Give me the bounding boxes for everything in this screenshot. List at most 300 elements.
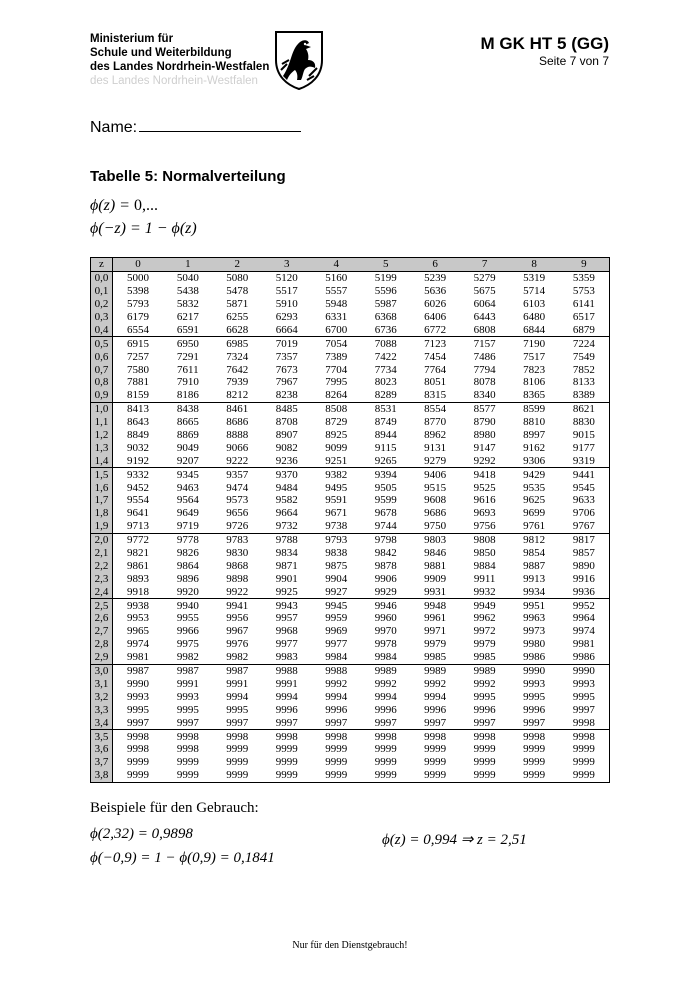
row-header-z: 3,7 <box>91 756 113 769</box>
table-cell: 9881 <box>424 559 447 572</box>
examples-heading: Beispiele für den Gebrauch: <box>90 800 259 816</box>
table-cell: 6217 <box>176 311 199 323</box>
table-cell: 9994 <box>226 690 249 703</box>
table-row <box>91 625 610 638</box>
table-cell: 9719 <box>176 520 199 533</box>
table-cell: 7019 <box>262 337 311 350</box>
table-cell: 9838 <box>325 547 348 560</box>
table-cell: 6628 <box>226 323 249 336</box>
table-row <box>91 547 610 560</box>
table-cell: 9974 <box>559 625 610 638</box>
row-header-z: 0,6 <box>91 350 113 363</box>
table-cell: 8621 <box>559 402 610 415</box>
table-cell: 9996 <box>473 703 496 716</box>
table-cell: 9991 <box>226 677 249 690</box>
table-cell: 6293 <box>275 311 298 323</box>
table-cell: 9999 <box>374 756 397 769</box>
table-cell: 6517 <box>559 311 610 324</box>
formula-phi-z <box>90 197 158 215</box>
table-cell: 7054 <box>312 337 361 350</box>
table-cell: 9525 <box>473 481 496 494</box>
table-cell: 5596 <box>374 285 397 298</box>
table-header-row <box>91 258 610 272</box>
table-cell: 8770 <box>424 416 447 429</box>
table-cell: 5557 <box>325 285 348 298</box>
table-cell: 9999 <box>325 743 348 756</box>
table-cell: 9082 <box>275 441 298 454</box>
table-cell: 6480 <box>523 311 546 323</box>
table-cell: 9649 <box>176 507 199 520</box>
row-header-z: 0,5 <box>91 337 113 350</box>
table-cell: 9441 <box>559 468 610 481</box>
table-cell: 9999 <box>226 756 249 769</box>
table-cell: 9861 <box>127 559 150 572</box>
table-row <box>91 323 610 336</box>
table-cell: 9686 <box>424 507 447 520</box>
table-cell: 9953 <box>127 612 150 625</box>
table-cell: 9906 <box>374 572 397 585</box>
table-cell: 9982 <box>176 651 199 664</box>
table-cell: 8340 <box>473 389 496 402</box>
column-header: 6 <box>410 258 459 272</box>
table-row <box>91 416 610 429</box>
example-1: ϕ(2,32) = 0,9898 <box>90 826 193 842</box>
table-cell: 9922 <box>226 585 249 598</box>
row-header-z: 2,6 <box>91 612 113 625</box>
table-cell: 9940 <box>163 599 212 612</box>
table-cell: 5478 <box>226 285 249 298</box>
table-cell: 9925 <box>275 585 298 598</box>
table-cell: 8413 <box>113 402 164 415</box>
table-cell: 9803 <box>410 533 459 546</box>
table-row <box>91 454 610 467</box>
table-row <box>91 599 610 612</box>
table-cell: 5160 <box>312 271 361 284</box>
table-cell: 9997 <box>325 716 348 729</box>
table-cell: 9941 <box>213 599 262 612</box>
table-cell: 7190 <box>509 337 558 350</box>
table-cell: 9938 <box>113 599 164 612</box>
table-cell: 8508 <box>312 402 361 415</box>
table-cell: 9951 <box>509 599 558 612</box>
column-header: 1 <box>163 258 212 272</box>
table-cell: 6255 <box>226 311 249 323</box>
table-cell: 8365 <box>523 389 546 402</box>
table-cell: 9772 <box>113 533 164 546</box>
table-cell: 9535 <box>523 481 546 494</box>
row-header-z: 2,7 <box>91 625 113 638</box>
table-cell: 7995 <box>325 376 348 389</box>
table-cell: 7157 <box>460 337 509 350</box>
nrw-coat-of-arms-icon <box>273 30 325 90</box>
table-cell: 9943 <box>262 599 311 612</box>
table-cell: 9713 <box>127 520 150 533</box>
table-cell: 6736 <box>374 323 397 336</box>
table-cell: 9306 <box>523 454 546 467</box>
table-cell: 9999 <box>473 756 496 769</box>
table-cell: 9994 <box>275 690 298 703</box>
table-cell: 9994 <box>374 690 397 703</box>
table-cell: 5987 <box>374 298 397 311</box>
ministry-line-1: Ministerium für <box>90 33 174 45</box>
column-header: 3 <box>262 258 311 272</box>
example-3: ϕ(z) = 0,994 ⇒ z = 2,51 <box>382 832 527 848</box>
table-cell: 7486 <box>473 350 496 363</box>
table-cell: 9808 <box>460 533 509 546</box>
corner-cell: z <box>91 258 113 272</box>
table-cell: 9495 <box>325 481 348 494</box>
table-row <box>91 559 610 572</box>
row-header-z: 0,3 <box>91 311 113 324</box>
table-cell: 5120 <box>262 271 311 284</box>
table-cell: 9591 <box>325 494 348 507</box>
table-cell: 5000 <box>113 271 164 284</box>
table-cell: 9916 <box>559 572 610 585</box>
table-cell: 9875 <box>325 559 348 572</box>
table-cell: 8078 <box>473 376 496 389</box>
row-header-z: 0,9 <box>91 389 113 402</box>
table-cell: 7517 <box>523 350 546 363</box>
table-cell: 8485 <box>262 402 311 415</box>
table-cell: 8023 <box>374 376 397 389</box>
table-cell: 9986 <box>523 651 546 664</box>
row-header-z: 2,3 <box>91 572 113 585</box>
row-header-z: 2,0 <box>91 533 113 546</box>
table-cell: 9956 <box>226 612 249 625</box>
table-cell: 8708 <box>275 416 298 429</box>
table-cell: 9357 <box>213 468 262 481</box>
table-cell: 9726 <box>226 520 249 533</box>
table-cell: 6808 <box>473 323 496 336</box>
table-cell: 8944 <box>374 429 397 442</box>
table-cell: 9857 <box>559 547 610 560</box>
row-header-z: 3,4 <box>91 716 113 729</box>
table-cell: 9911 <box>473 572 496 585</box>
table-cell: 9484 <box>275 481 298 494</box>
table-cell: 9066 <box>226 441 249 454</box>
table-cell: 9975 <box>176 638 199 651</box>
table-cell: 9995 <box>559 690 610 703</box>
row-header-z: 1,5 <box>91 468 113 481</box>
table-cell: 5438 <box>176 285 199 298</box>
table-cell: 9788 <box>262 533 311 546</box>
table-cell: 9993 <box>127 690 150 703</box>
table-cell: 9999 <box>559 743 610 756</box>
table-cell: 8599 <box>509 402 558 415</box>
table-cell: 5753 <box>559 285 610 298</box>
row-header-z: 2,5 <box>91 599 113 612</box>
table-cell: 9738 <box>325 520 348 533</box>
table-cell: 8749 <box>374 416 397 429</box>
table-cell: 8888 <box>226 429 249 442</box>
table-cell: 9821 <box>127 547 150 560</box>
table-cell: 9929 <box>374 585 397 598</box>
page-indicator: Seite 7 von 7 <box>538 54 609 68</box>
table-cell: 9505 <box>374 481 397 494</box>
table-cell: 9991 <box>176 677 199 690</box>
table-cell: 9949 <box>460 599 509 612</box>
table-cell: 7224 <box>559 337 610 350</box>
row-header-z: 3,0 <box>91 664 113 677</box>
column-header: 8 <box>509 258 558 272</box>
table-cell: 9332 <box>113 468 164 481</box>
table-cell: 9997 <box>424 716 447 729</box>
table-cell: 9429 <box>509 468 558 481</box>
row-header-z: 0,4 <box>91 323 113 336</box>
name-label: Name: <box>90 119 138 136</box>
table-cell: 9997 <box>226 716 249 729</box>
table-cell: 9977 <box>325 638 348 651</box>
table-cell: 9999 <box>424 756 447 769</box>
table-cell: 5871 <box>226 298 249 311</box>
row-header-z: 3,1 <box>91 678 113 691</box>
row-header-z: 1,8 <box>91 507 113 520</box>
table-cell: 9995 <box>473 690 496 703</box>
table-cell: 9932 <box>473 585 496 598</box>
table-cell: 9382 <box>312 468 361 481</box>
table-row <box>91 376 610 389</box>
table-cell: 9998 <box>312 730 361 743</box>
table-cell: 9999 <box>509 769 558 782</box>
table-cell: 9989 <box>361 664 410 677</box>
table-cell: 9967 <box>226 625 249 638</box>
table-cell: 8869 <box>176 429 199 442</box>
table-cell: 9998 <box>361 730 410 743</box>
table-cell: 9633 <box>559 494 610 507</box>
table-cell: 9999 <box>374 743 397 756</box>
table-cell: 9207 <box>176 454 199 467</box>
table-cell: 6179 <box>127 311 150 323</box>
table-cell: 9999 <box>176 756 199 769</box>
table-cell: 8238 <box>275 389 298 402</box>
example-2: ϕ(−0,9) = 1 − ϕ(0,9) = 0,1841 <box>90 850 275 866</box>
table-cell: 6026 <box>424 298 447 311</box>
table-cell: 8159 <box>127 389 150 402</box>
table-cell: 9996 <box>523 703 546 716</box>
table-cell: 9971 <box>424 625 447 638</box>
table-cell: 9830 <box>226 547 249 560</box>
table-cell: 7910 <box>176 376 199 389</box>
table-cell: 6368 <box>374 311 397 323</box>
table-cell: 9656 <box>226 507 249 520</box>
table-cell: 7734 <box>374 363 397 376</box>
table-row <box>91 638 610 651</box>
formula-phi-z-lhs: ϕ(z) = <box>90 197 134 214</box>
table-cell: 5714 <box>523 285 546 298</box>
table-cell: 7823 <box>523 363 546 376</box>
table-cell: 9999 <box>410 769 459 782</box>
table-cell: 9998 <box>410 730 459 743</box>
table-cell: 5948 <box>325 298 348 311</box>
formula-phi-z-rhs: 0,... <box>133 197 158 214</box>
table-cell: 7088 <box>361 337 410 350</box>
table-cell: 9616 <box>473 494 496 507</box>
table-cell: 9998 <box>559 730 610 743</box>
row-header-z: 1,1 <box>91 416 113 429</box>
table-cell: 7580 <box>127 363 150 376</box>
table-cell: 5636 <box>424 285 447 298</box>
table-row <box>91 468 610 481</box>
table-cell: 9998 <box>163 730 212 743</box>
table-cell: 9370 <box>262 468 311 481</box>
table-body <box>91 271 610 782</box>
table-cell: 9671 <box>325 507 348 520</box>
row-header-z: 2,9 <box>91 651 113 664</box>
table-cell: 9999 <box>163 769 212 782</box>
table-cell: 9767 <box>559 520 610 533</box>
ministry-faint-line: des Landes Nordrhein-Westfalen <box>90 75 258 87</box>
table-cell: 9693 <box>473 507 496 520</box>
table-row <box>91 585 610 598</box>
table-cell: 9993 <box>176 690 199 703</box>
table-cell: 9988 <box>312 664 361 677</box>
table-cell: 9992 <box>424 677 447 690</box>
table-cell: 9573 <box>226 494 249 507</box>
table-cell: 9999 <box>523 756 546 769</box>
table-cell: 7794 <box>473 363 496 376</box>
table-cell: 9998 <box>127 743 150 756</box>
row-header-z: 1,7 <box>91 494 113 507</box>
table-cell: 9994 <box>424 690 447 703</box>
table-cell: 9706 <box>559 507 610 520</box>
table-cell: 9991 <box>275 677 298 690</box>
table-cell: 9463 <box>176 481 199 494</box>
table-cell: 9994 <box>325 690 348 703</box>
table-cell: 6141 <box>559 298 610 311</box>
table-cell: 9988 <box>262 664 311 677</box>
table-cell: 8186 <box>176 389 199 402</box>
table-cell: 8790 <box>473 416 496 429</box>
table-cell: 9554 <box>127 494 150 507</box>
table-cell: 6103 <box>523 298 546 311</box>
table-row <box>91 730 610 743</box>
table-cell: 9977 <box>275 638 298 651</box>
table-row <box>91 612 610 625</box>
table-cell: 9997 <box>473 716 496 729</box>
name-field <box>90 119 301 137</box>
table-row <box>91 651 610 664</box>
row-header-z: 0,1 <box>91 285 113 298</box>
table-cell: 9992 <box>473 677 496 690</box>
table-cell: 5239 <box>410 271 459 284</box>
table-cell: 9177 <box>559 441 610 454</box>
table-cell: 9878 <box>374 559 397 572</box>
row-header-z: 2,1 <box>91 547 113 560</box>
row-header-z: 0,8 <box>91 376 113 389</box>
table-cell: 9961 <box>424 612 447 625</box>
normal-distribution-table <box>90 257 610 783</box>
table-cell: 9995 <box>176 703 199 716</box>
table-cell: 9998 <box>176 743 199 756</box>
table-cell: 9980 <box>523 638 546 651</box>
table-cell: 9995 <box>226 703 249 716</box>
row-header-z: 3,8 <box>91 769 113 782</box>
column-header: 5 <box>361 258 410 272</box>
table-row <box>91 271 610 284</box>
table-cell: 9998 <box>113 730 164 743</box>
table-cell: 9854 <box>523 547 546 560</box>
table-cell: 9999 <box>275 743 298 756</box>
table-cell: 8289 <box>374 389 397 402</box>
table-cell: 9997 <box>523 716 546 729</box>
table-cell: 9345 <box>163 468 212 481</box>
column-header: 7 <box>460 258 509 272</box>
table-cell: 9964 <box>559 612 610 625</box>
table-cell: 9970 <box>374 625 397 638</box>
table-cell: 7611 <box>177 363 199 376</box>
row-header-z: 1,9 <box>91 520 113 533</box>
table-cell: 9732 <box>275 520 298 533</box>
table-cell: 8962 <box>424 429 447 442</box>
table-cell: 9996 <box>374 703 397 716</box>
table-cell: 9131 <box>424 441 447 454</box>
table-cell: 9901 <box>275 572 298 585</box>
table-cell: 7967 <box>275 376 298 389</box>
table-cell: 5675 <box>473 285 496 298</box>
table-cell: 9962 <box>473 612 496 625</box>
table-cell: 9997 <box>374 716 397 729</box>
table-cell: 9868 <box>226 559 249 572</box>
table-cell: 5319 <box>509 271 558 284</box>
table-cell: 9998 <box>509 730 558 743</box>
table-cell: 9793 <box>312 533 361 546</box>
table-cell: 9972 <box>473 625 496 638</box>
table-cell: 6554 <box>127 323 150 336</box>
table-cell: 9744 <box>374 520 397 533</box>
table-cell: 9989 <box>410 664 459 677</box>
table-cell: 8389 <box>559 389 610 402</box>
row-header-z: 0,2 <box>91 298 113 311</box>
table-cell: 9515 <box>424 481 447 494</box>
table-cell: 8729 <box>325 416 348 429</box>
table-cell: 9979 <box>473 638 496 651</box>
table-row <box>91 664 610 677</box>
table-cell: 9115 <box>374 441 397 454</box>
table-cell: 9999 <box>473 743 496 756</box>
table-cell: 9999 <box>262 769 311 782</box>
table-cell: 9292 <box>473 454 496 467</box>
table-row <box>91 429 610 442</box>
table-cell: 9959 <box>325 612 348 625</box>
usage-examples <box>90 800 527 866</box>
table-row <box>91 756 610 769</box>
table-cell: 6985 <box>213 337 262 350</box>
table-cell: 9192 <box>127 454 150 467</box>
table-row <box>91 716 610 729</box>
table-cell: 9987 <box>163 664 212 677</box>
table-cell: 9887 <box>523 559 546 572</box>
name-underline[interactable] <box>139 119 301 132</box>
table-cell: 9998 <box>262 730 311 743</box>
exam-code: M GK HT 5 (GG) <box>480 34 609 53</box>
table-cell: 9992 <box>374 677 397 690</box>
footer-note: Nur für den Dienstgebrauch! <box>292 940 408 951</box>
ministry-name <box>90 32 269 88</box>
table-cell: 8577 <box>460 402 509 415</box>
table-cell: 9898 <box>226 572 249 585</box>
row-header-z: 1,3 <box>91 441 113 454</box>
table-cell: 9162 <box>523 441 546 454</box>
row-header-z: 3,2 <box>91 690 113 703</box>
table-cell: 9641 <box>127 507 150 520</box>
table-cell: 5279 <box>460 271 509 284</box>
column-header: 2 <box>213 258 262 272</box>
table-cell: 9817 <box>559 533 610 546</box>
table-row <box>91 743 610 756</box>
table-cell: 9990 <box>509 664 558 677</box>
table-cell: 7422 <box>374 350 397 363</box>
table-cell: 9995 <box>127 703 150 716</box>
